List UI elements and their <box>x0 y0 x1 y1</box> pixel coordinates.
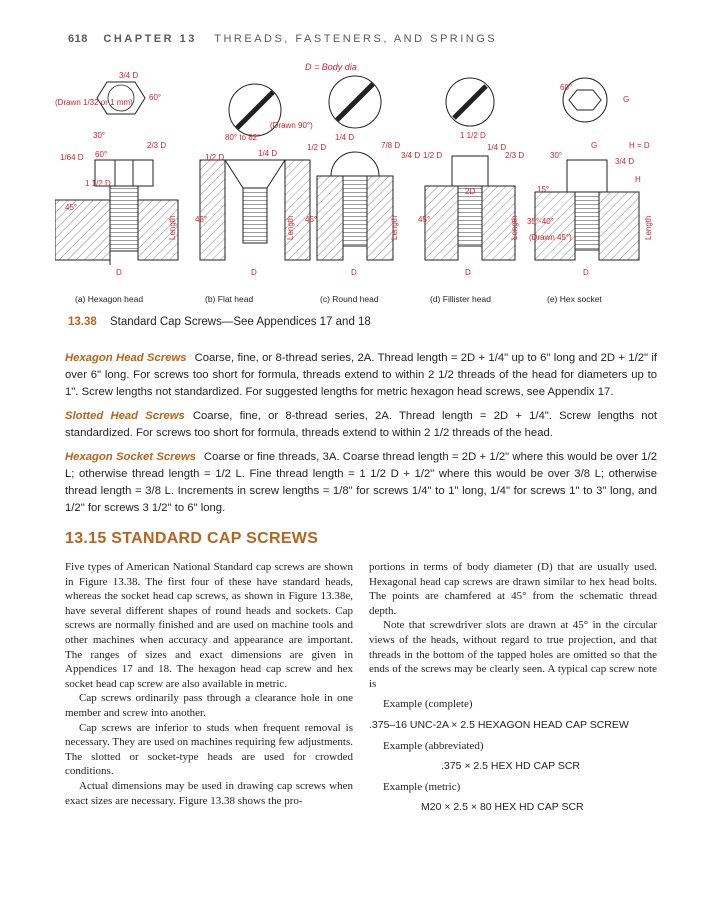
svg-text:30°: 30° <box>550 151 563 160</box>
paragraph: Cap screws ordinarily pass through a clearance hole in one member and screw into another. <box>65 692 353 719</box>
svg-text:H: H <box>635 175 641 184</box>
caption-a: (a) Hexagon head <box>75 294 144 304</box>
body-right-column <box>369 560 657 819</box>
figure-caption <box>68 316 371 328</box>
svg-text:D: D <box>251 268 257 277</box>
svg-text:7/8 D: 7/8 D <box>381 141 401 150</box>
body-dia-label: D = Body dia <box>305 62 357 72</box>
svg-text:Length: Length <box>510 215 519 240</box>
example-metric-label: Example (metric) <box>383 780 461 793</box>
example-metric-code: M20 × 2.5 × 80 HEX HD CAP SCR <box>421 801 584 814</box>
caption-c: (c) Round head <box>320 294 379 304</box>
svg-text:Length: Length <box>168 215 177 240</box>
svg-text:1/4 D: 1/4 D <box>335 133 355 142</box>
panel-hexagon-head <box>55 71 178 277</box>
svg-text:45°: 45° <box>65 203 78 212</box>
page-number: 618 <box>68 33 88 45</box>
chapter-label: CHAPTER 13 <box>103 33 197 45</box>
paragraph: Note that screwdriver slots are drawn at 45° in the circular views of the heads, without regard to true projection, and that threads in the bottom of the tapped holes are omitted so that the ends of the screws may be clearly seen. A typical cap screw note is <box>369 619 657 690</box>
svg-text:(Drawn 45°): (Drawn 45°) <box>529 233 572 242</box>
svg-text:60°: 60° <box>149 93 162 102</box>
example-complete-code: .375–16 UNC-2A × 2.5 HEXAGON HEAD CAP SCREW <box>369 718 629 731</box>
panel-round-head <box>305 76 400 277</box>
svg-text:2/3 D: 2/3 D <box>147 141 167 150</box>
running-header <box>68 33 497 45</box>
chapter-title: THREADS, FASTENERS, AND SPRINGS <box>214 33 498 45</box>
svg-text:60°: 60° <box>95 150 108 159</box>
body-left-column <box>65 560 353 808</box>
svg-text:1/2 D: 1/2 D <box>423 151 443 160</box>
svg-text:D: D <box>116 268 122 277</box>
svg-text:1/64 D: 1/64 D <box>60 153 84 162</box>
svg-text:1/4 D: 1/4 D <box>487 143 507 152</box>
svg-text:1 1/2 D: 1 1/2 D <box>85 179 111 188</box>
example-abbreviated-label: Example (abbreviated) <box>383 739 484 752</box>
svg-text:15°: 15° <box>537 185 550 194</box>
paragraph: Actual dimensions may be used in drawing cap screws when exact sizes are necessary. Figure 13.38 shows the pro- <box>65 779 353 807</box>
example-complete-label: Example (complete) <box>383 698 473 711</box>
svg-text:D: D <box>351 268 357 277</box>
svg-text:3/4 D: 3/4 D <box>401 151 421 160</box>
figure-number: 13.38 <box>68 316 97 328</box>
svg-text:3/4 D: 3/4 D <box>119 71 139 80</box>
cap-screws-figure <box>55 60 669 310</box>
svg-text:1/2 D: 1/2 D <box>307 143 327 152</box>
svg-text:1/2 D: 1/2 D <box>205 153 225 162</box>
svg-text:30°: 30° <box>93 131 106 140</box>
panel-hex-socket <box>527 78 653 277</box>
svg-text:60°: 60° <box>560 83 573 92</box>
panel-fillister-head <box>401 78 524 277</box>
paragraph: Cap screws are inferior to studs when frequent removal is necessary. They are used on machines requiring few adjustments. The slotted or socket-type heads are used for crowded conditions. <box>65 721 353 778</box>
svg-text:45°: 45° <box>305 215 318 224</box>
svg-text:(Drawn 90°): (Drawn 90°) <box>270 121 313 130</box>
svg-text:35°-40°: 35°-40° <box>527 217 554 226</box>
caption-b: (b) Flat head <box>205 294 254 304</box>
svg-text:80° to 82°: 80° to 82° <box>225 133 261 142</box>
example-abbreviated-code: .375 × 2.5 HEX HD CAP SCR <box>441 760 580 773</box>
figure-caption-text: Standard Cap Screws—See Appendices 17 and 18 <box>109 316 371 328</box>
svg-text:Length: Length <box>390 215 399 240</box>
svg-text:D: D <box>583 268 589 277</box>
svg-text:2/3 D: 2/3 D <box>505 151 525 160</box>
svg-text:Length: Length <box>644 215 653 240</box>
svg-text:45°: 45° <box>418 215 431 224</box>
svg-text:1 1/2 D: 1 1/2 D <box>460 131 486 140</box>
caption-e: (e) Hex socket <box>547 294 602 304</box>
svg-text:2D: 2D <box>465 187 476 196</box>
svg-text:(Drawn 1/32 or 1 mm): (Drawn 1/32 or 1 mm) <box>55 98 133 107</box>
note-slotted-head: Slotted Head Screws Coarse, fine, or 8-thread series, 2A. Thread length = 2D + 1/4". Screw lengths not standardized. For screws too short for formula, threads extend to within 2 1/2 threads of the head. <box>65 410 658 439</box>
svg-text:3/4 D: 3/4 D <box>615 157 635 166</box>
note-hexagon-socket: Hexagon Socket Screws Coarse or fine threads, 3A. Coarse thread length = 2D + 1/2" where this would be over 1/2 L; otherwise thread length = 1/2 L. Fine thread length = 1 1/2 D + 1/2" where this would be over 3/8 L; otherwise thread length = 3/8 L. Increments in screw lengths = 1/8" for screws 1/4" to 1" long, 1/4" for screws 1" to 3" long, and 1/2" for screws 3 1/2" to 6" long. <box>65 451 657 514</box>
section-heading: 13.15 STANDARD CAP SCREWS <box>65 530 319 547</box>
paragraph: portions in terms of body diameter (D) that are usually used. Hexagonal head cap screws are drawn similar to hex head bolts. The points are chamfered at 45° from the schematic thread depth. <box>369 561 657 617</box>
paragraph: Five types of American National Standard cap screws are shown in Figure 13.38. The first four of these have standard heads, whereas the socket head cap screws, as shown in Figure 13.38e, have several different shapes of round heads and sockets. Cap screws are normally finished and are used on machine tools and other machines when accuracy and appearance are important. The ranges of sizes and exact dimensions are given in Appendices 17 and 18. The hexagon head cap screw and hex socket head cap screw are also available in metric. <box>65 561 353 690</box>
svg-text:45°: 45° <box>195 215 208 224</box>
svg-text:Length: Length <box>286 215 295 240</box>
note-hexagon-head: Hexagon Head Screws Coarse, fine, or 8-thread series, 2A. Thread length = 2D + 1/4" up to 6" long and 2D + 1/2" if over 6" long. For screws too short for formula, threads extend to within 2 1/2 threads of the head for diameters up to 1". Screw lengths not standardized. For suggested lengths for metric hexagon head screws, see Appendix 17. <box>65 352 657 398</box>
panel-flat-head <box>195 84 313 277</box>
caption-d: (d) Fillister head <box>430 294 491 304</box>
svg-text:H = D: H = D <box>629 141 650 150</box>
figure-notes <box>65 350 657 524</box>
svg-text:1/4 D: 1/4 D <box>258 149 278 158</box>
svg-text:G: G <box>591 141 598 150</box>
svg-text:D: D <box>465 268 471 277</box>
svg-text:G: G <box>623 95 630 104</box>
